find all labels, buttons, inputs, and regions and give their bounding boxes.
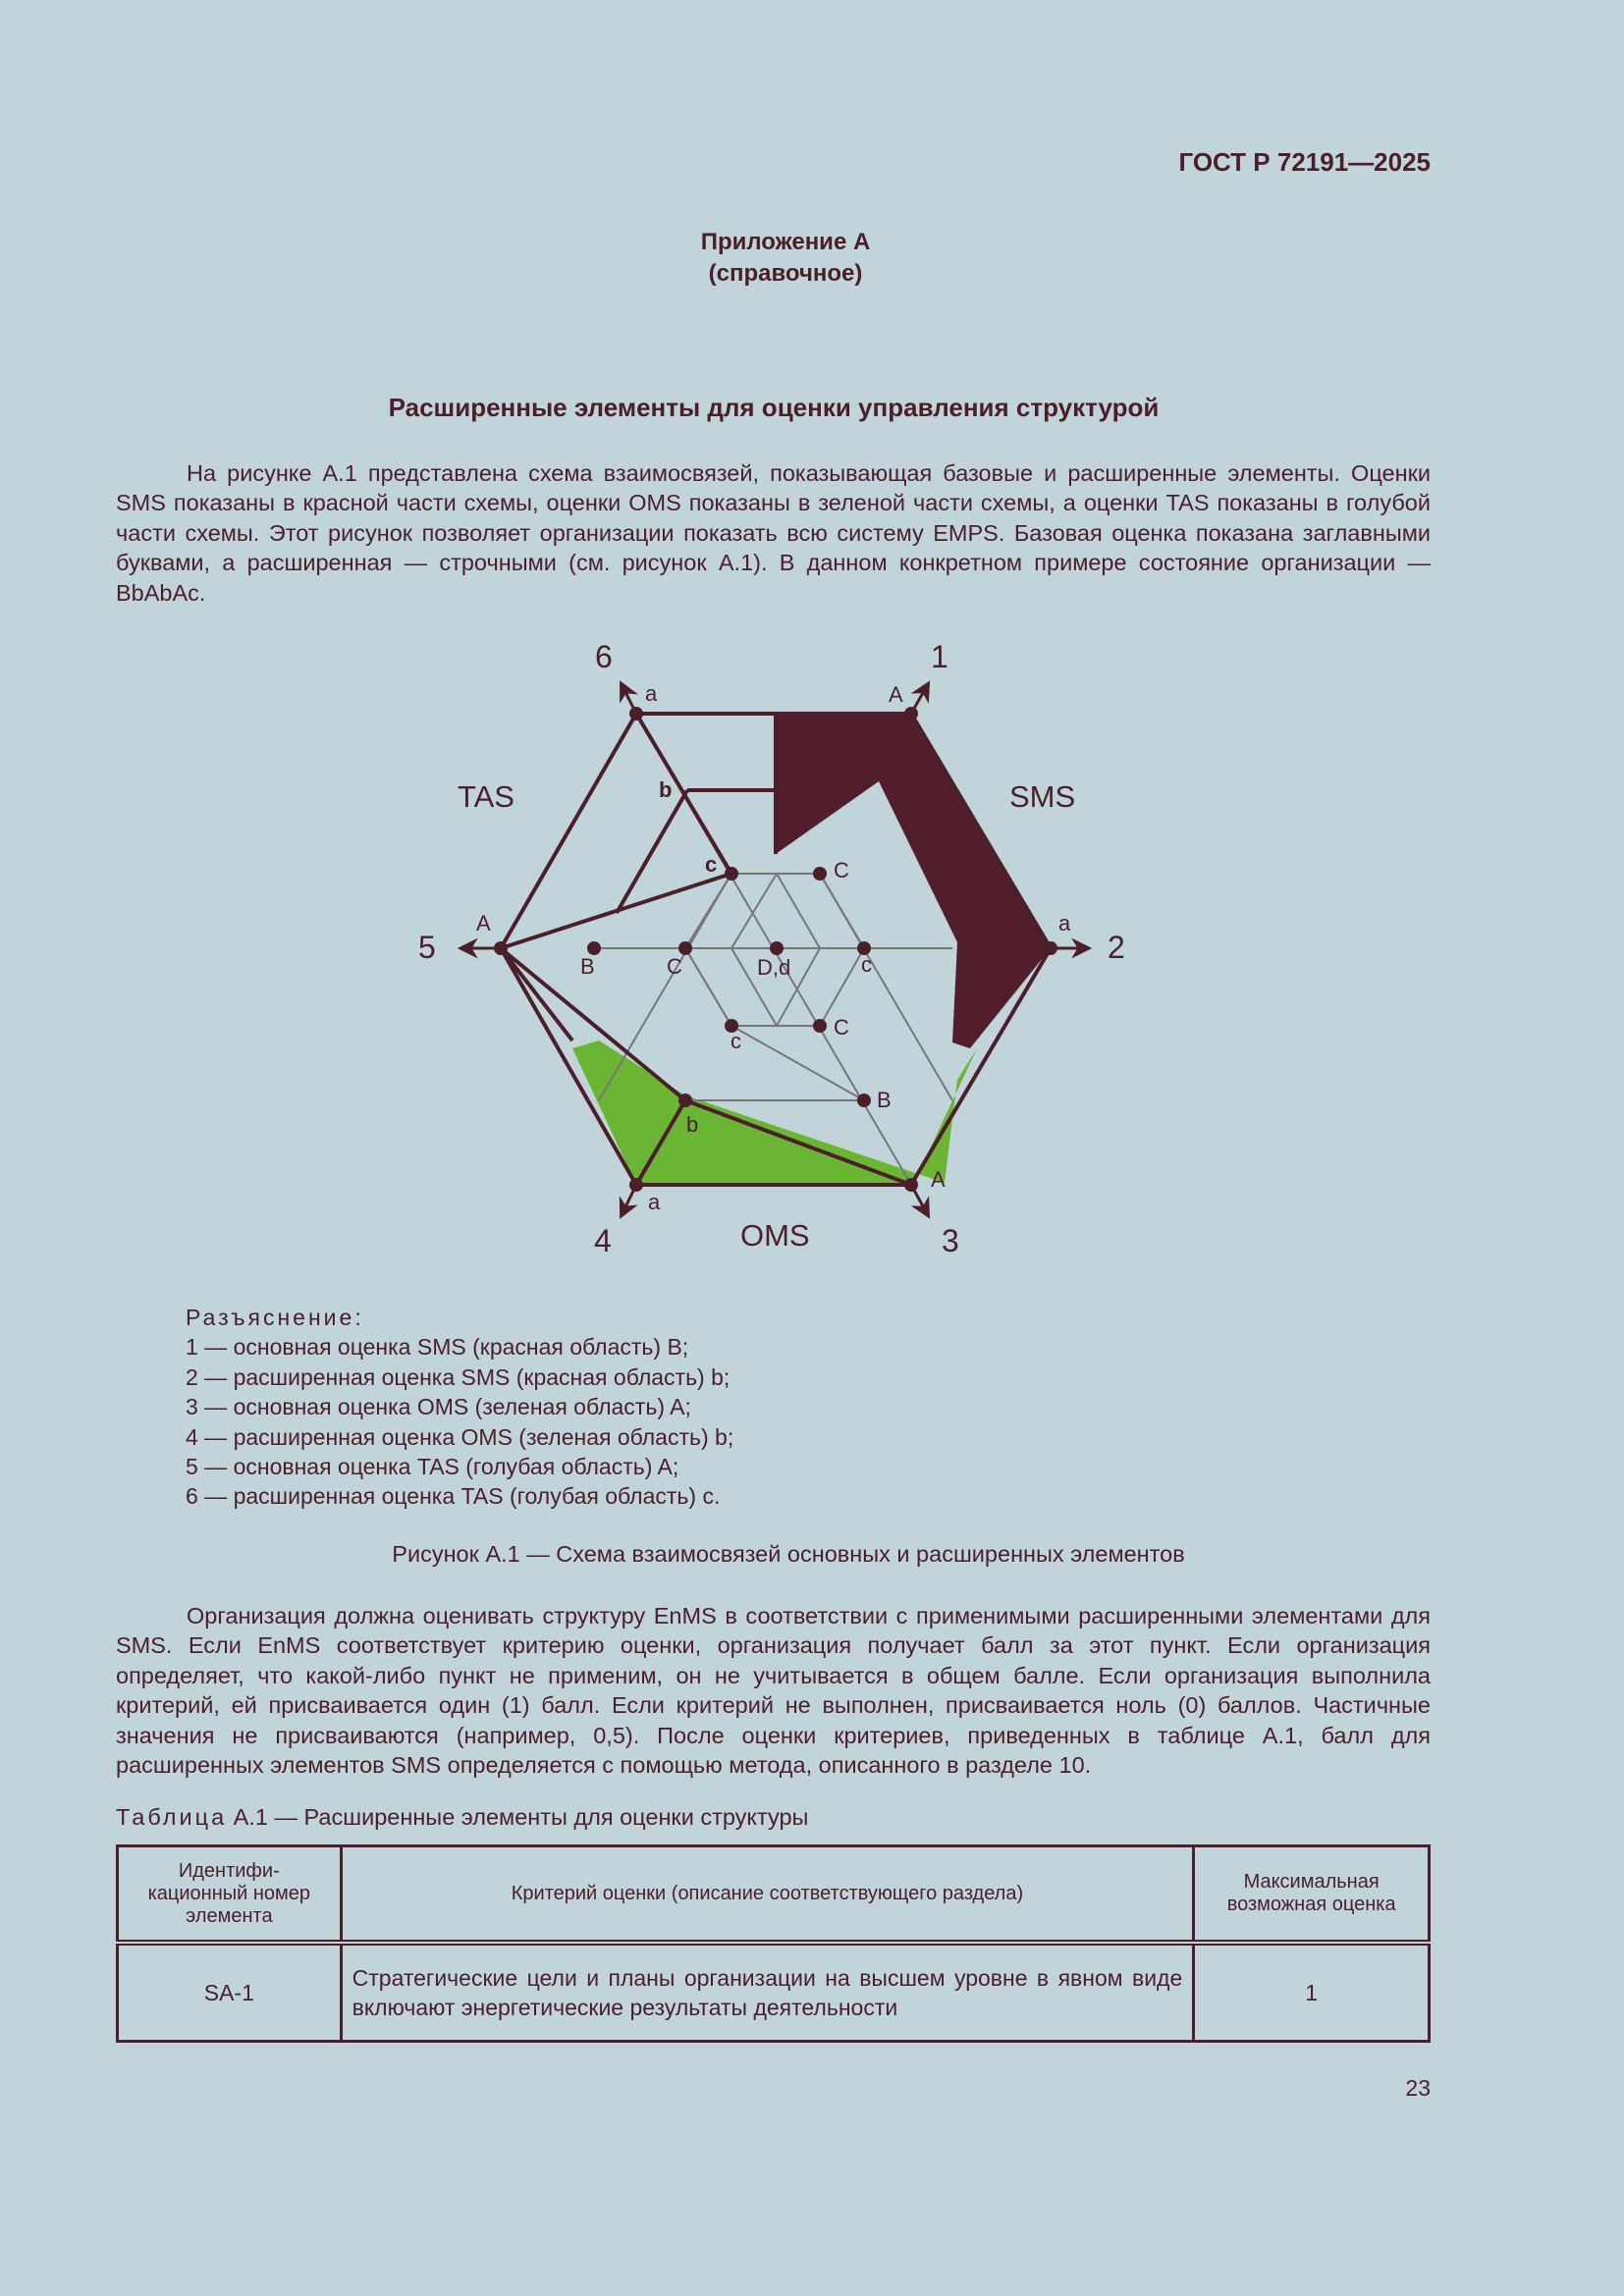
- section-title: Расширенные элементы для оценки управления структурой: [388, 393, 1160, 422]
- header-criterion: [341, 1846, 1194, 1944]
- cell-id: SA-1: [118, 1943, 342, 2042]
- point-label: B: [877, 1088, 892, 1112]
- point-label: c: [731, 1029, 741, 1053]
- axis-number-2: 2: [1108, 930, 1125, 965]
- header-id: [118, 1846, 342, 1944]
- table-header-row: [118, 1846, 1430, 1944]
- criteria-table: [116, 1844, 1431, 2043]
- axis-number-1: 1: [931, 639, 948, 674]
- point-label: a: [645, 681, 658, 706]
- legend-item: 5 — основная оценка TAS (голубая область) A;: [186, 1454, 679, 1480]
- appendix-title: Приложение А: [700, 229, 871, 255]
- header-criterion-text: Критерий оценки (описание соответствующего раздела): [511, 1882, 1024, 1904]
- point-label: b: [686, 1112, 699, 1137]
- axis-number-6: 6: [595, 639, 613, 674]
- table-caption: [116, 1804, 808, 1831]
- point-label: a: [648, 1190, 661, 1214]
- hexagon-diagram: [393, 628, 1139, 1276]
- table-row: [118, 1943, 1430, 2042]
- oms-region: [572, 1041, 977, 1185]
- region-label-tas: TAS: [458, 779, 514, 814]
- axis-number-4: 4: [594, 1223, 612, 1258]
- body-paragraph: Организация должна оценивать структуру EnMS в соответствии с применимыми расширенными элементами для SMS. Если EnMS соответствует критерию оценки, организация получает балл за этот пункт. Если организация определяет, что какой-либо пункт не применим, он не учитывается в общем балле. Если организация выполнила критерий, ей присваивается один (1) балл. Если критерий не выполнен, присваивается ноль (0) баллов. Частичные значения не присваиваются (например, 0,5). После оценки критериев, приведенных в таблице А.1, балл для расширенных элементов SMS определяется с помощью метода, описанного в разделе 10.: [116, 1603, 1431, 1779]
- region-label-sms: SMS: [1009, 779, 1076, 814]
- point-label: A: [889, 682, 903, 707]
- intro-paragraph: На рисунке А.1 представлена схема взаимосвязей, показывающая базовые и расширенные элементы. Оценки SMS показаны в красной части схемы, оценки OMS показаны в зеленой части схемы, а оценки TAS показаны в голубой части схемы. Этот рисунок позволяет организации показать всю систему EMPS. Базовая оценка показана заглавными буквами, а расширенная — строчными (см. рисунок А.1). В данном конкретном примере состояние организации — BbAbAc.: [116, 460, 1431, 606]
- point-label: C: [667, 954, 682, 979]
- legend-item: 4 — расширенная оценка OMS (зеленая область) b;: [186, 1423, 734, 1450]
- cell-criterion: Стратегические цели и планы организации на высшем уровне в явном виде включают энергетические результаты деятельности: [341, 1943, 1194, 2042]
- legend-item: 3 — основная оценка OMS (зеленая область) A;: [186, 1394, 691, 1420]
- header-id-text: Идентифи- кационный номер элемента: [147, 1859, 311, 1927]
- axis-number-5: 5: [418, 930, 436, 965]
- region-label-oms: OMS: [740, 1218, 810, 1253]
- point-label: c: [705, 852, 718, 877]
- legend-heading: Разъяснение:: [186, 1305, 364, 1330]
- point-label: b: [659, 777, 673, 802]
- point-label: C: [834, 858, 849, 882]
- legend-item: 1 — основная оценка SMS (красная область) B;: [186, 1334, 689, 1361]
- axis-number-3: 3: [942, 1223, 959, 1258]
- document-code: ГОСТ Р 72191—2025: [1178, 147, 1431, 177]
- point-label: a: [1058, 911, 1071, 935]
- legend-item: 2 — расширенная оценка SMS (красная область) b;: [186, 1363, 731, 1390]
- point-label: B: [580, 954, 595, 979]
- legend-item: 6 — расширенная оценка TAS (голубая область) c.: [186, 1483, 721, 1510]
- table-caption-label: Таблица: [116, 1804, 228, 1830]
- point-label: C: [834, 1015, 849, 1040]
- header-max-text: Максимальная возможная оценка: [1226, 1871, 1396, 1915]
- page-number: 23: [1405, 2075, 1431, 2101]
- table-caption-text: А.1 — Расширенные элементы для оценки структуры: [227, 1804, 809, 1830]
- header-max: [1194, 1846, 1430, 1944]
- point-label: D,d: [757, 955, 791, 980]
- point-label: A: [476, 911, 491, 935]
- point-label: c: [861, 952, 872, 977]
- cell-max: 1: [1194, 1943, 1430, 2042]
- figure-caption: Рисунок А.1 — Схема взаимосвязей основных и расширенных элементов: [392, 1541, 1185, 1567]
- point-label: A: [931, 1167, 946, 1192]
- appendix-subtitle: (справочное): [708, 260, 863, 287]
- figure-legend: [186, 1303, 733, 1512]
